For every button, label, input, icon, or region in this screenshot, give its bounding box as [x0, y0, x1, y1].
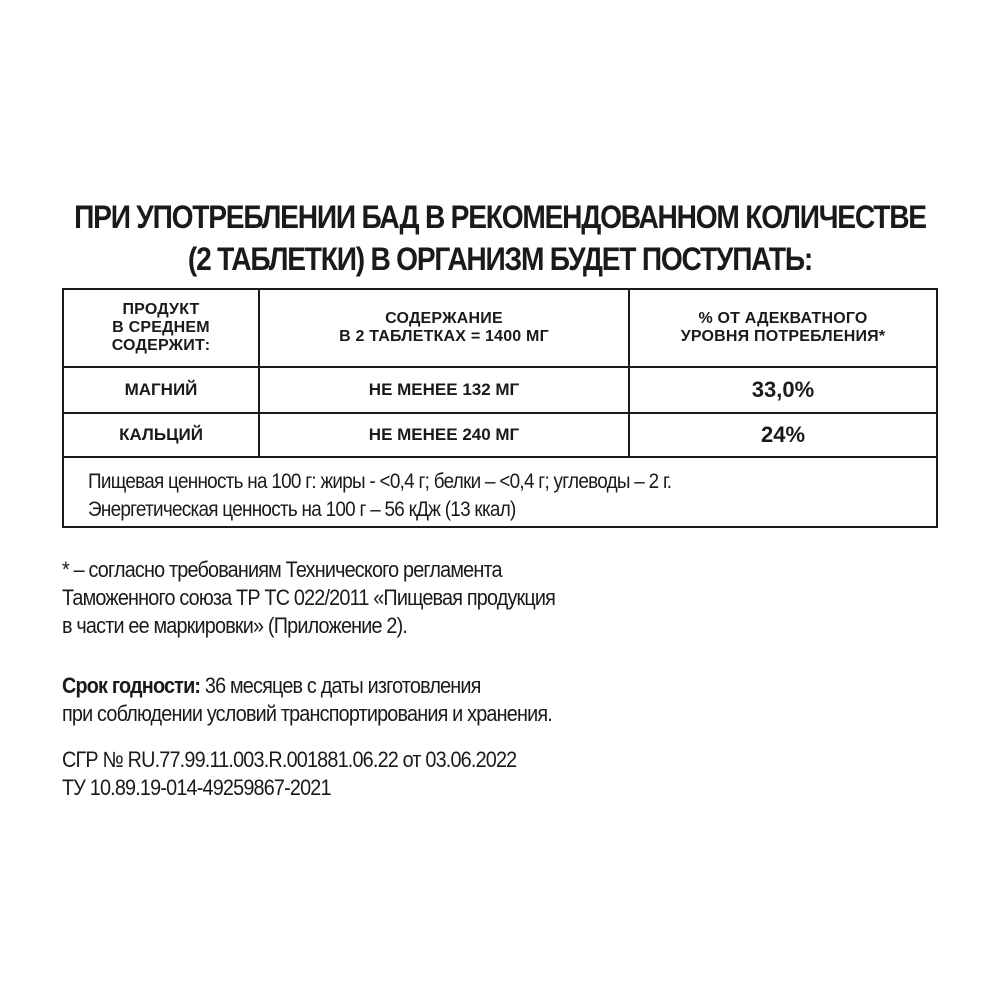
header-content: [260, 290, 628, 366]
nutrition-line-2: Энергетическая ценность на 100 г – 56 кДж (13 ккал): [88, 498, 516, 521]
footnote: [62, 556, 555, 640]
footnote-line-2: Таможенного союза ТР ТС 022/2011 «Пищевая продукция: [62, 585, 556, 610]
table-row-2-name: КАЛЬЦИЙ: [119, 425, 203, 444]
sgr-number: СГР № RU.77.99.11.003.R.001881.06.22 от 03.06.2022: [62, 747, 517, 772]
header-product: [64, 290, 258, 366]
composition-table: [62, 288, 938, 528]
header-percent: [630, 290, 936, 366]
header-percent-line-2: УРОВНЯ ПОТРЕБЛЕНИЯ*: [680, 328, 886, 345]
heading-line-2: (2 ТАБЛЕТКИ) В ОРГАНИЗМ БУДЕТ ПОСТУПАТЬ:: [187, 241, 813, 277]
table-row-2-percent: 24%: [760, 422, 806, 447]
nutrition-facts: [88, 468, 671, 524]
shelf-life-line-2: при соблюдении условий транспортирования и хранения.: [62, 701, 552, 726]
header-content-line-1: СОДЕРЖАНИЕ: [385, 310, 503, 327]
shelf-life-label: Срок годности:: [62, 673, 201, 698]
header-percent-line-1: % ОТ АДЕКВАТНОГО: [698, 310, 868, 327]
heading-line-1: ПРИ УПОТРЕБЛЕНИИ БАД В РЕКОМЕНДОВАННОМ КОЛИЧЕСТВЕ: [74, 199, 926, 235]
table-row-2-amount: НЕ МЕНЕЕ 240 МГ: [368, 425, 520, 444]
header-product-line-2: В СРЕДНЕМ: [112, 319, 210, 336]
tu-number: ТУ 10.89.19-014-49259867-2021: [62, 775, 331, 800]
page-heading: [60, 196, 940, 280]
registration-info: [62, 746, 516, 802]
table-row-1-name: МАГНИЙ: [124, 380, 198, 399]
table-row-1-amount: НЕ МЕНЕЕ 132 МГ: [368, 380, 520, 399]
shelf-life-line-1: [62, 672, 552, 700]
row-divider-3: [64, 456, 936, 458]
shelf-life-text: 36 месяцев с даты изготовления: [200, 673, 481, 698]
header-product-line-1: ПРОДУКТ: [122, 301, 200, 318]
header-product-line-3: СОДЕРЖИТ:: [111, 337, 211, 354]
nutrition-line-1: Пищевая ценность на 100 г: жиры - <0,4 г; белки – <0,4 г; углеводы – 2 г.: [88, 470, 672, 493]
shelf-life: [62, 672, 552, 728]
footnote-line-1: * – согласно требованиям Технического регламента: [62, 557, 502, 582]
header-content-line-2: В 2 ТАБЛЕТКАХ = 1400 МГ: [339, 328, 549, 345]
table-row-1-percent: 33,0%: [751, 377, 815, 402]
footnote-line-3: в части ее маркировки» (Приложение 2).: [62, 613, 408, 638]
